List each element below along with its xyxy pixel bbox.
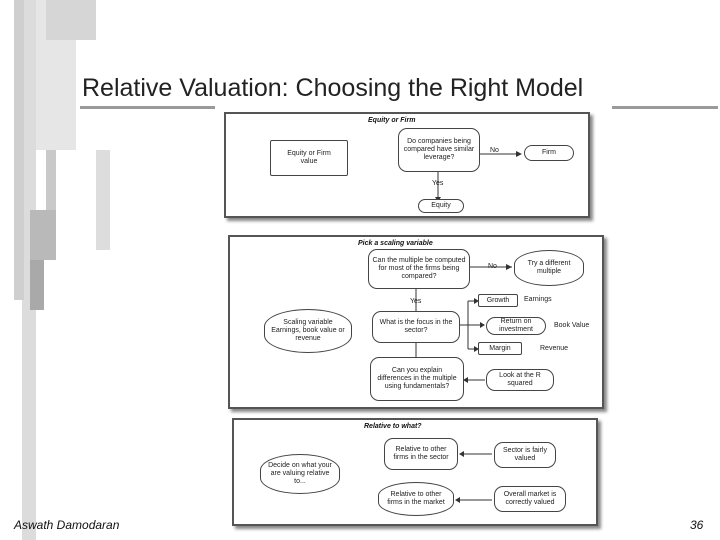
panel1-left-node: Equity or Firm value	[270, 140, 348, 176]
panel2-growth: Growth	[478, 294, 518, 307]
panel2-margin: Margin	[478, 342, 522, 355]
footer-page-number: 36	[690, 518, 704, 532]
panel1-firm: Firm	[524, 145, 574, 161]
panel2-question2: What is the focus in the sector?	[372, 311, 460, 343]
panel2-revenue: Revenue	[540, 345, 569, 352]
panel2-no-label: No	[488, 263, 497, 270]
panel2-question1: Can the multiple be computed for most of the firms being compared?	[368, 249, 470, 289]
title-rule-left	[80, 106, 215, 109]
panel3-heading: Relative to what?	[364, 423, 422, 430]
panel1-question: Do companies being compared have similar leverage?	[398, 128, 480, 172]
panel3-relative-sector: Relative to other firms in the sector	[384, 438, 458, 470]
panel2-earnings: Earnings	[524, 296, 552, 303]
panel2-r-squared: Look at the R squared	[486, 369, 554, 391]
panel2-try-different: Try a different multiple	[514, 250, 584, 286]
panel2-book-value: Book Value	[554, 322, 590, 329]
title-rule-right	[612, 106, 718, 109]
panel2-heading: Pick a scaling variable	[358, 240, 433, 247]
panel1-yes-label: Yes	[432, 180, 444, 187]
panel3-left-node: Decide on what your are valuing relative to...	[260, 454, 340, 494]
panel2-left-node: Scaling variable Earnings, book value or revenue	[264, 309, 352, 353]
footer-author: Aswath Damodaran	[14, 518, 120, 532]
panel3-sector-fair: Sector is fairly valued	[494, 442, 556, 468]
panel1-heading: Equity or Firm	[368, 117, 416, 124]
panel-scaling-variable	[228, 235, 604, 409]
deco-bar-6	[30, 210, 56, 260]
deco-bar-5	[46, 150, 56, 210]
deco-bar-2	[14, 0, 24, 300]
panel1-equity: Equity	[418, 199, 464, 213]
panel-relative-to-what	[232, 418, 598, 526]
panel1-no-label: No	[490, 147, 499, 154]
panel3-relative-market: Relative to other firms in the market	[378, 482, 454, 516]
panel3-market-fair: Overall market is correctly valued	[494, 486, 566, 512]
deco-bar-7	[30, 260, 44, 310]
panel2-yes-label: Yes	[410, 298, 422, 305]
deco-bar-8	[96, 150, 110, 250]
deco-bar-4	[46, 0, 96, 40]
panel-equity-or-firm	[224, 112, 590, 218]
slide-title: Relative Valuation: Choosing the Right Model	[82, 74, 584, 102]
panel2-roi: Return on investment	[486, 317, 546, 335]
panel2-question3: Can you explain differences in the multiple using fundamentals?	[370, 357, 464, 401]
